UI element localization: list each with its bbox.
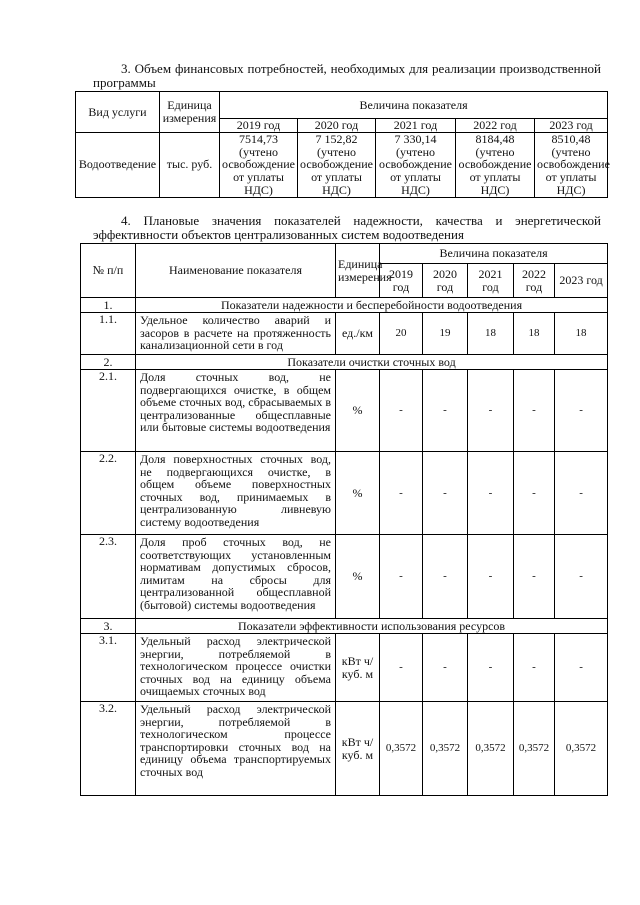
financial-needs-table [75,91,608,198]
year-header: 2021 год [376,119,456,133]
row-num: 2.1. [81,370,136,452]
unit-cell: % [336,370,380,452]
group-num: 1. [81,298,136,313]
row-num: 2.2. [81,452,136,535]
year-header: 2021 год [468,264,514,298]
value-cell: - [514,452,555,535]
value-cell: - [423,634,468,702]
header-unit: Единица измерения [336,244,380,298]
unit-cell: ед./км [336,313,380,355]
row-num: 2.3. [81,535,136,619]
row-num: 3.2. [81,702,136,796]
value-cell: - [380,370,423,452]
value-cell: 8510,48 (учтено освобождение от уплаты НДС) [535,132,608,197]
unit-cell: кВт ч/куб. м [336,702,380,796]
value-cell: - [423,370,468,452]
header-service: Вид услуги [76,92,160,133]
value-cell: 8184,48 (учтено освобождение от уплаты НДС) [456,132,535,197]
header-value: Величина показателя [380,244,608,264]
value-cell: 19 [423,313,468,355]
year-header: 2019 год [380,264,423,298]
value-cell: - [468,535,514,619]
year-header: 2020 год [298,119,376,133]
value-cell: - [514,535,555,619]
value-cell: 20 [380,313,423,355]
row-num: 3.1. [81,634,136,702]
indicator-name: Удельный расход электрической энергии, потребляемой в технологическом процессе очистки сточных вод на единицу объема очищаемых сточных вод [136,634,336,702]
unit-cell: кВт ч/куб. м [336,634,380,702]
year-header: 2023 год [535,119,608,133]
value-cell: 0,3572 [380,702,423,796]
value-cell: - [555,452,608,535]
indicator-name: Доля поверхностных сточных вод, не подвергающихся очистке, в общем объеме поверхностных сточных вод, принимаемых в централизованную ливневую систему водоотведения [136,452,336,535]
value-cell: - [468,370,514,452]
group-title: Показатели надежности и бесперебойности водоотведения [136,298,608,313]
group-title: Показатели очистки сточных вод [136,355,608,370]
unit-cell: % [336,535,380,619]
value-cell: - [555,535,608,619]
indicator-name: Доля сточных вод, не подвергающихся очистке, в общем объеме сточных вод, сбрасываемых в централизованные общесплавные или бытовые системы водоотведения [136,370,336,452]
value-cell: 0,3572 [468,702,514,796]
section-4-heading: 4. Плановые значения показателей надежности, качества и энергетической эффективности объектов централизованных систем водоотведения [93,213,601,242]
unit-cell: тыс. руб. [160,132,220,197]
year-header: 2022 год [456,119,535,133]
indicator-name: Доля проб сточных вод, не соответствующих установленным нормативам допустимых сбросов, лимитам на сбросы для централизованной общесплавной (бытовой) системы водоотведения [136,535,336,619]
group-num: 2. [81,355,136,370]
year-header: 2022 год [514,264,555,298]
value-cell: - [423,452,468,535]
indicator-name: Удельное количество аварий и засоров в расчете на протяженность канализационной сети в год [136,313,336,355]
value-cell: - [380,452,423,535]
header-num: № п/п [81,244,136,298]
header-name: Наименование показателя [136,244,336,298]
value-cell: 18 [468,313,514,355]
group-title: Показатели эффективности использования ресурсов [136,619,608,634]
value-cell: 0,3572 [555,702,608,796]
group-num: 3. [81,619,136,634]
row-num: 1.1. [81,313,136,355]
value-cell: - [555,370,608,452]
value-cell: 0,3572 [514,702,555,796]
value-cell: 7 330,14 (учтено освобождение от уплаты НДС) [376,132,456,197]
indicator-name: Удельный расход электрической энергии, потребляемой в технологическом процессе транспортировки сточных вод на единицу объема транспортируемых сточных вод [136,702,336,796]
value-cell: 18 [555,313,608,355]
value-cell: 7514,73 (учтено освобождение от уплаты НДС) [220,132,298,197]
value-cell: - [555,634,608,702]
value-cell: 7 152,82 (учтено освобождение от уплаты НДС) [298,132,376,197]
header-value: Величина показателя [220,92,608,119]
value-cell: 18 [514,313,555,355]
year-header: 2023 год [555,264,608,298]
indicators-table [80,243,608,796]
value-cell: - [380,535,423,619]
service-cell: Водоотведение [76,132,160,197]
year-header: 2019 год [220,119,298,133]
value-cell: - [468,452,514,535]
section-3-heading: 3. Объем финансовых потребностей, необходимых для реализации производственной программы [93,61,601,90]
value-cell: - [468,634,514,702]
value-cell: - [423,535,468,619]
value-cell: - [514,370,555,452]
header-unit: Единица измерения [160,92,220,133]
value-cell: - [514,634,555,702]
value-cell: 0,3572 [423,702,468,796]
unit-cell: % [336,452,380,535]
year-header: 2020 год [423,264,468,298]
value-cell: - [380,634,423,702]
